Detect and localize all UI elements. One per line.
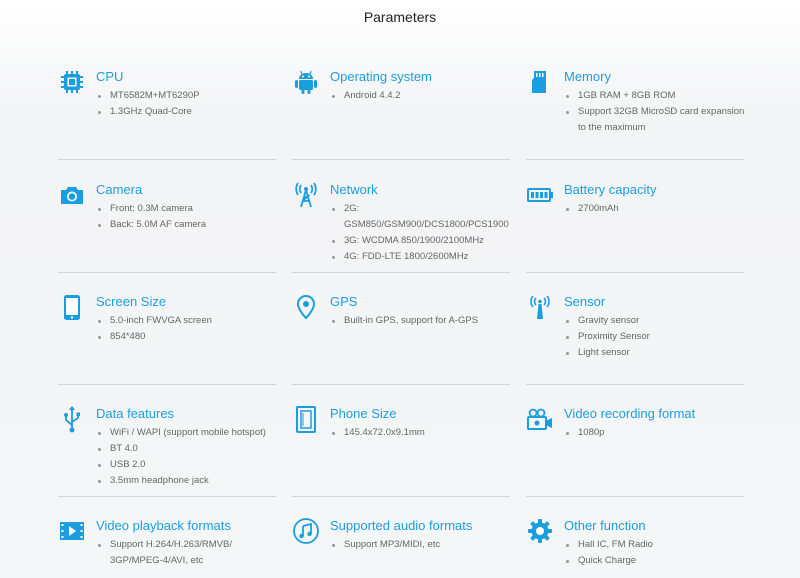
map-pin-icon (292, 293, 320, 321)
param-list (96, 88, 286, 120)
param-title: GPS (330, 294, 358, 309)
param-list (564, 537, 754, 569)
param-title: Operating system (330, 69, 432, 84)
list-item: Gravity sensor (564, 313, 754, 329)
cpu-icon (58, 68, 86, 96)
gear-icon (526, 517, 554, 545)
param-title: Memory (564, 69, 611, 84)
parameters-grid (58, 62, 744, 571)
list-item: Proximity Sensor (564, 329, 754, 345)
divider (526, 159, 744, 160)
param-title: Camera (96, 182, 143, 197)
list-item: 3G: WCDMA 850/1900/2100MHz (330, 233, 520, 249)
list-item: 4G: FDD-LTE 1800/2600MHz (330, 249, 520, 265)
param-list (564, 201, 754, 217)
param-title: Network (330, 182, 378, 197)
video-camera-icon (526, 405, 554, 433)
list-item: MT6582M+MT6290P (96, 88, 286, 104)
android-icon (292, 68, 320, 96)
list-item: Android 4.4.2 (330, 88, 520, 104)
parameters-row (58, 511, 744, 571)
divider (292, 272, 510, 273)
divider (58, 272, 276, 273)
param-title: Supported audio formats (330, 518, 473, 533)
music-note-icon (292, 517, 320, 545)
divider (292, 384, 510, 385)
list-item: WiFi / WAPI (support mobile hotspot) (96, 425, 286, 441)
smartphone-icon (58, 293, 86, 321)
param-title: Video playback formats (96, 518, 231, 533)
list-item: Back: 5.0M AF camera (96, 217, 286, 233)
list-item: Support 32GB MicroSD card expansion to the maximum (564, 104, 754, 136)
param-list (564, 313, 754, 361)
list-item: 1.3GHz Quad-Core (96, 104, 286, 120)
list-item: 145.4x72.0x9.1mm (330, 425, 520, 441)
list-item: BT 4.0 (96, 441, 286, 457)
param-list (96, 201, 286, 233)
camera-icon (58, 181, 86, 209)
battery-icon (526, 181, 554, 209)
divider (292, 496, 510, 497)
parameters-row (58, 175, 744, 287)
list-item: 854*480 (96, 329, 286, 345)
antenna-tower-icon (292, 181, 320, 209)
list-item: 1GB RAM + 8GB ROM (564, 88, 754, 104)
divider (526, 384, 744, 385)
param-title: Screen Size (96, 294, 167, 309)
parameters-row (58, 287, 744, 399)
param-list (330, 425, 520, 441)
param-title: Sensor (564, 294, 606, 309)
param-list (96, 313, 286, 345)
param-list (564, 425, 754, 441)
page-title: Parameters (363, 9, 437, 25)
list-item: 3.5mm headphone jack (96, 473, 286, 489)
param-title: Phone Size (330, 406, 397, 421)
list-item: 2700mAh (564, 201, 754, 217)
list-item: Light sensor (564, 345, 754, 361)
divider (526, 272, 744, 273)
sensor-signal-icon (526, 293, 554, 321)
list-item: 2G: GSM850/GSM900/DCS1800/PCS1900 (330, 201, 520, 233)
memory-card-icon (526, 68, 554, 96)
param-title: Battery capacity (564, 182, 657, 197)
phone-size-icon (292, 405, 320, 433)
divider (58, 384, 276, 385)
param-list (564, 88, 754, 136)
parameters-row (58, 399, 744, 511)
usb-icon (58, 405, 86, 433)
divider (292, 159, 510, 160)
param-list (96, 425, 286, 489)
param-title: Data features (96, 406, 175, 421)
param-list (330, 537, 520, 553)
list-item: Support H.264/H.263/RMVB/ 3GP/MPEG-4/AVI, etc (96, 537, 286, 569)
parameters-row (58, 62, 744, 175)
divider (58, 496, 276, 497)
param-title: Other function (564, 518, 646, 533)
param-list (330, 313, 520, 329)
param-list (330, 201, 520, 265)
divider (58, 159, 276, 160)
param-title: CPU (96, 69, 124, 84)
list-item: Support MP3/MIDI, etc (330, 537, 520, 553)
param-title: Video recording format (564, 406, 696, 421)
list-item: 5.0-inch FWVGA screen (96, 313, 286, 329)
video-play-icon (58, 517, 86, 545)
divider (526, 496, 744, 497)
list-item: Hall IC, FM Radio (564, 537, 754, 553)
list-item: Front: 0.3M camera (96, 201, 286, 217)
param-list (96, 537, 286, 569)
param-list (330, 88, 520, 104)
list-item: Quick Charge (564, 553, 754, 569)
list-item: 1080p (564, 425, 754, 441)
list-item: Built-in GPS, support for A-GPS (330, 313, 520, 329)
list-item: USB 2.0 (96, 457, 286, 473)
